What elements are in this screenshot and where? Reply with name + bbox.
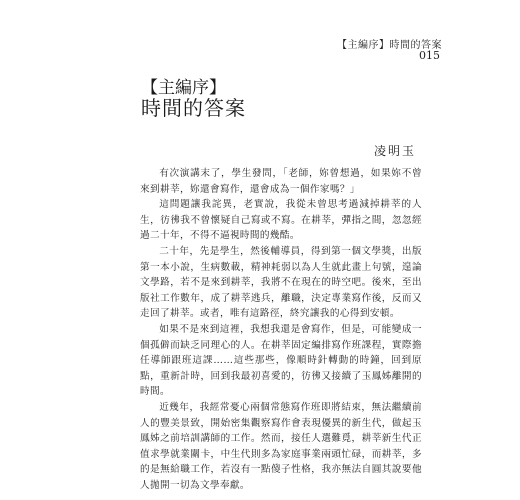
- paragraph: 二十年，先是學生，然後輔導員，得到第一個文學獎，出版第一本小說，生病數載，精神耗弱以為人生就此畫上句號，遑論文學路，若不是來到耕莘，我將不在現在的時空吧。後來，至出版社工作數年，成了耕莘逃兵，離職，決定專業寫作後，反而又走回了耕莘。或者，唯有這路徑，終究讓我的心得到安頓。: [140, 245, 422, 320]
- body-text: [140, 166, 422, 493]
- author-name: 凌明玉: [373, 144, 416, 158]
- page-number: 015: [419, 49, 440, 62]
- paragraph: 如果不是來到這裡，我想我還是會寫作，但是，可能變成一個孤僻而缺乏同理心的人。在耕莘固定編排寫作班課程，實際擔任導師跟班這課……這些那些，像順時針轉動的時鐘，回到原點，重新計時，回到我最初喜愛的，彷彿又接續了玉鳳姊離開的時間。: [140, 323, 422, 398]
- paragraph: 這問題讓我詫異，老實說，我從未曾思考過減掉耕莘的人生，彷彿我不曾懷疑自己寫或不寫。在耕莘，彈指之間，忽忽經過二十年，不得不逼視時間的幾酷。: [140, 199, 422, 242]
- section-label: 【主編序】: [141, 78, 226, 98]
- chapter-title: 時間的答案: [141, 96, 246, 120]
- running-head: 【主編序】時間的答案: [337, 40, 442, 51]
- paragraph: 近幾年，我經常憂心兩個常態寫作班即將結束，無法繼續前人的豐美景致，開始密集觀察寫作會表現優異的新生代，做起玉鳳姊之前培訓講師的工作。然而，接任人選難覓，耕莘新生代正值求學就業關卡，中生代則多為家庭事業兩頭忙碌，而耕莘，多的是無給職工作，若沒有一點傻子性格，我亦無法自圓其說要他人拋開一切為文學奉獻。: [140, 401, 422, 491]
- paragraph: 有次演講末了，學生發問，「老師，妳曾想過，如果妳不曾來到耕莘，妳還會寫作，還會成為一個作家嗎？」: [140, 168, 422, 195]
